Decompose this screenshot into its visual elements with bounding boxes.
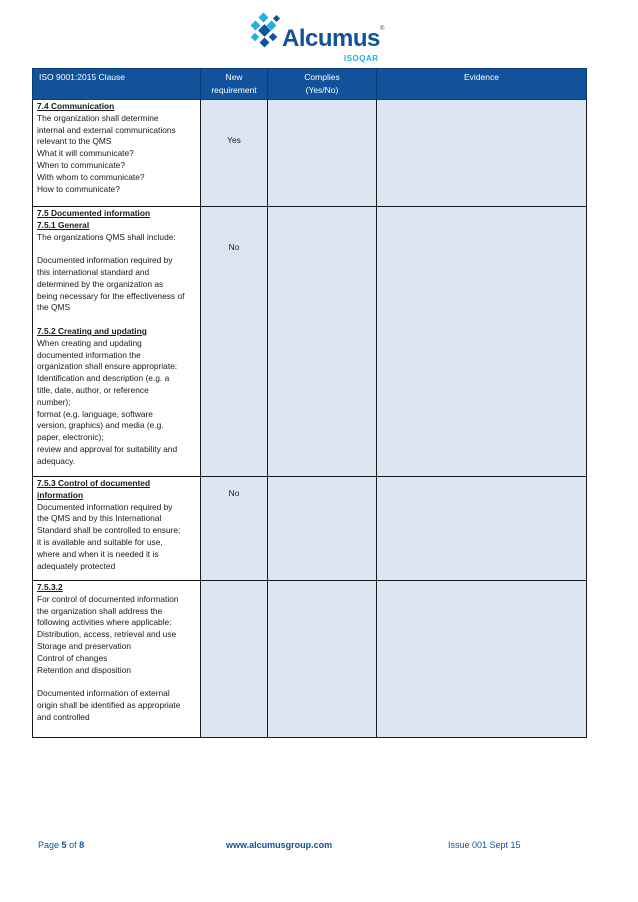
table-row	[33, 477, 587, 581]
clause-text: Documented information required by	[37, 501, 173, 512]
clause-text: The organizations QMS shall include:	[37, 231, 176, 242]
clause-subtitle: 7.5.1 General	[37, 219, 90, 230]
page-of-label: of	[69, 840, 77, 850]
clause-text: review and approval for suitability and	[37, 443, 178, 454]
clause-text: For control of documented information	[37, 593, 179, 604]
spacer	[37, 243, 196, 255]
evidence-cell[interactable]	[377, 581, 587, 738]
complies-cell[interactable]	[268, 100, 377, 207]
clause-text: Identification and description (e.g. a	[37, 373, 170, 384]
clause-text: organization shall ensure appropriate:	[37, 361, 178, 372]
registered-mark: ®	[380, 26, 385, 32]
clause-table	[32, 68, 587, 738]
evidence-cell[interactable]	[377, 100, 587, 207]
header-new-requirement: New requirement	[201, 69, 268, 100]
evidence-cell[interactable]	[377, 477, 587, 581]
clause-text: documented information the	[37, 349, 141, 360]
clause-text: number);	[37, 396, 71, 407]
clause-text: where and when it is needed it is	[37, 548, 159, 559]
header-evidence: Evidence	[377, 69, 587, 100]
brand-name: Alcumus	[282, 25, 380, 52]
new-requirement-cell	[201, 100, 268, 207]
clause-text: What it will communicate?	[37, 148, 134, 159]
clause-text: Standard shall be controlled to ensure:	[37, 525, 181, 536]
clause-text: version, graphics) and media (e.g.	[37, 420, 164, 431]
brand-sub: ISOQAR	[344, 54, 379, 63]
clause-cell	[33, 477, 201, 581]
clause-cell	[33, 581, 201, 738]
clause-text: relevant to the QMS	[37, 136, 112, 147]
clause-title: 7.4 Communication	[37, 101, 115, 111]
clause-title: information	[37, 489, 84, 500]
clause-text: paper, electronic);	[37, 432, 104, 443]
clause-text: origin shall be identified as appropriate	[37, 699, 181, 710]
clause-text: Retention and disposition	[37, 664, 132, 675]
website-link[interactable]	[226, 840, 332, 850]
clause-text: the QMS and by this International	[37, 513, 162, 524]
complies-cell[interactable]	[268, 207, 377, 477]
clause-text: adequacy.	[37, 455, 76, 466]
new-requirement-cell	[201, 581, 268, 738]
clause-cell	[33, 100, 201, 207]
clause-title: 7.5.2 Creating and updating	[37, 325, 147, 336]
clause-text: Documented information of external	[37, 688, 170, 699]
clause-text: adequately protected	[37, 560, 116, 571]
clause-title: 7.5.3 Control of documented	[37, 478, 151, 488]
page-current: 5	[61, 840, 67, 850]
clause-text: Documented information required by	[37, 255, 173, 266]
new-requirement-cell	[201, 477, 268, 581]
table-row	[33, 581, 587, 738]
complies-cell[interactable]	[268, 581, 377, 738]
header-complies: Complies (Yes/No)	[268, 69, 377, 100]
clause-text: determined by the organization as	[37, 278, 164, 289]
header-row	[33, 69, 587, 100]
clause-text: the organization shall address the	[37, 605, 163, 616]
new-requirement-value: No	[228, 242, 240, 252]
issue-label	[448, 840, 521, 850]
clause-text: this international standard and	[37, 266, 150, 277]
page-total: 8	[79, 840, 85, 850]
clause-cell	[33, 207, 201, 477]
spacer	[37, 314, 196, 326]
clause-text: title, date, author, or reference	[37, 384, 149, 395]
clause-text: being necessary for the effectiveness of	[37, 290, 185, 301]
clause-text: following activities where applicable:	[37, 617, 172, 628]
new-requirement-cell	[201, 207, 268, 477]
clause-text: When to communicate?	[37, 159, 125, 170]
table-row	[33, 207, 587, 477]
clause-text: format (e.g. language, software	[37, 408, 153, 419]
clause-title: 7.5 Documented information	[37, 208, 151, 218]
clause-text: With whom to communicate?	[37, 171, 145, 182]
clause-text: internal and external communications	[37, 124, 176, 135]
clause-text: Control of changes	[37, 652, 108, 663]
clause-text: Storage and preservation	[37, 640, 132, 651]
evidence-cell[interactable]	[377, 207, 587, 477]
new-requirement-value: No	[228, 488, 240, 498]
clause-text: the QMS	[37, 302, 71, 313]
page-label: Page	[38, 840, 60, 850]
alcumus-mark-icon	[248, 12, 284, 52]
clause-text: it is available and suitable for use,	[37, 536, 163, 547]
spacer	[37, 676, 196, 688]
table-row	[33, 100, 587, 207]
clause-text: The organization shall determine	[37, 112, 159, 123]
clause-text: and controlled	[37, 711, 90, 722]
alcumus-logo	[248, 12, 388, 62]
clause-text: When creating and updating	[37, 337, 142, 348]
complies-cell[interactable]	[268, 477, 377, 581]
website-text[interactable]: www.alcumusgroup.com	[226, 840, 333, 850]
clause-text: Distribution, access, retrieval and use	[37, 629, 177, 640]
page-number	[38, 840, 84, 850]
clause-title: 7.5.3.2	[37, 582, 63, 592]
new-requirement-value: Yes	[227, 135, 241, 145]
header-clause: ISO 9001:2015 Clause	[33, 69, 201, 100]
issue-text: Issue 001 Sept 15	[448, 840, 521, 850]
clause-text: How to communicate?	[37, 183, 120, 194]
